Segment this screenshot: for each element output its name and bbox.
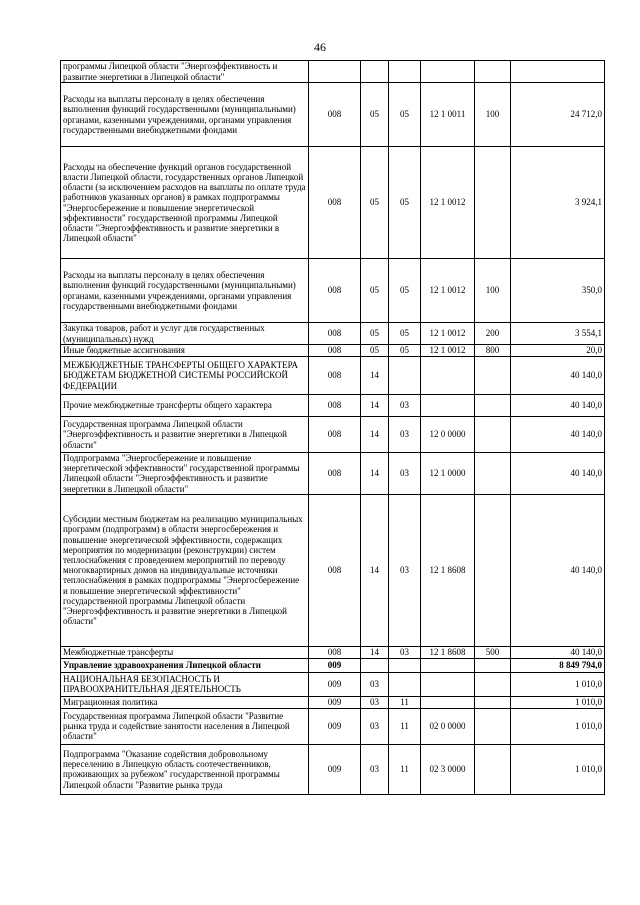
table-row	[61, 708, 605, 744]
amount: 1 010,0	[511, 708, 605, 744]
table-row	[61, 453, 605, 495]
expense-type-code	[475, 61, 511, 83]
subsection-code: 11	[389, 708, 421, 744]
budget-item-name: Подпрограмма "Энергосбережение и повышение энергетической эффективности" государственной программы Липецкой области "Энергоэффективность и развитие энергетики в Липецкой области"	[61, 453, 309, 495]
target-article-code	[421, 658, 475, 672]
table-row	[61, 494, 605, 646]
budget-item-name: программы Липецкой области "Энергоэффективность и развитие энергетики в Липецкой области"	[61, 61, 309, 83]
budget-item-name: Подпрограмма "Оказание содействия добровольному переселению в Липецкую область соотечественников, проживающих за рубежом" государственной программы Липецкой области "Развитие рынка труда	[61, 744, 309, 794]
subsection-code: 05	[389, 259, 421, 323]
expense-type-code	[475, 494, 511, 646]
table-row	[61, 259, 605, 323]
target-article-code: 12 1 0012	[421, 259, 475, 323]
target-article-code	[421, 395, 475, 417]
amount: 40 140,0	[511, 646, 605, 658]
amount: 3 924,1	[511, 147, 605, 259]
amount: 40 140,0	[511, 417, 605, 453]
section-code: 05	[361, 323, 389, 345]
section-code: 05	[361, 83, 389, 147]
amount: 350,0	[511, 259, 605, 323]
target-article-code	[421, 696, 475, 708]
subsection-code: 11	[389, 744, 421, 794]
subsection-code: 03	[389, 395, 421, 417]
ministry-code: 008	[309, 323, 361, 345]
subsection-code: 03	[389, 494, 421, 646]
target-article-code: 12 0 0000	[421, 417, 475, 453]
target-article-code	[421, 61, 475, 83]
target-article-code: 12 1 0012	[421, 345, 475, 357]
ministry-code: 008	[309, 259, 361, 323]
subsection-code: 05	[389, 345, 421, 357]
ministry-code: 008	[309, 453, 361, 495]
budget-item-name: Расходы на выплаты персоналу в целях обеспечения выполнения функций государственными (муниципальными) органами, казенными учреждениями, органами управления государственными внебюджетными фондами	[61, 259, 309, 323]
ministry-code: 009	[309, 696, 361, 708]
budget-table	[60, 60, 605, 795]
ministry-code: 008	[309, 147, 361, 259]
expense-type-code	[475, 147, 511, 259]
ministry-code: 008	[309, 83, 361, 147]
expense-type-code: 100	[475, 259, 511, 323]
expense-type-code	[475, 696, 511, 708]
section-code: 14	[361, 646, 389, 658]
budget-item-name: Иные бюджетные ассигнования	[61, 345, 309, 357]
budget-item-name: Закупка товаров, работ и услуг для государственных (муниципальных) нужд	[61, 323, 309, 345]
ministry-code	[309, 61, 361, 83]
budget-item-name: Государственная программа Липецкой области "Развитие рынка труда и содействие занятости населения в Липецкой области"	[61, 708, 309, 744]
table-row	[61, 672, 605, 696]
ministry-code: 008	[309, 417, 361, 453]
expense-type-code: 200	[475, 323, 511, 345]
expense-type-code: 800	[475, 345, 511, 357]
section-code	[361, 658, 389, 672]
section-code: 14	[361, 395, 389, 417]
subsection-code	[389, 658, 421, 672]
amount	[511, 61, 605, 83]
expense-type-code: 500	[475, 646, 511, 658]
section-code: 03	[361, 696, 389, 708]
budget-item-name: Субсидии местным бюджетам на реализацию муниципальных программ (подпрограмм) в области энергосбережения и повышение энергетической эффективности, содержащих мероприятия по модернизации (реконструкции) систем теплоснабжения с проведением мероприятий по переводу многоквартирных домов на индивидуальные источники теплоснабжения в рамках подпрограммы "Энергосбережение и повышение энергетической эффективности" государственной программы Липецкой области "Энергоэффективность и развитие энергетики в Липецкой области"	[61, 494, 309, 646]
amount: 40 140,0	[511, 395, 605, 417]
table-row	[61, 83, 605, 147]
ministry-code: 008	[309, 646, 361, 658]
section-code	[361, 61, 389, 83]
amount: 1 010,0	[511, 672, 605, 696]
budget-item-name: Миграционная политика	[61, 696, 309, 708]
expense-type-code	[475, 672, 511, 696]
table-row	[61, 417, 605, 453]
section-code: 05	[361, 147, 389, 259]
section-code: 14	[361, 494, 389, 646]
target-article-code: 12 1 0012	[421, 323, 475, 345]
subsection-code: 05	[389, 83, 421, 147]
amount: 20,0	[511, 345, 605, 357]
expense-type-code	[475, 658, 511, 672]
page-number: 46	[314, 40, 326, 54]
budget-item-name: Расходы на обеспечение функций органов государственной власти Липецкой области, государственных органов Липецкой области (за исключением расходов на выплаты по оплате труда работников указанных органов) в рамках подпрограммы "Энергосбережение и повышение энергетической эффективности" государственной программы Липецкой области "Энергоэффективность и развитие энергетики в Липецкой области"	[61, 147, 309, 259]
budget-item-name: МЕЖБЮДЖЕТНЫЕ ТРАНСФЕРТЫ ОБЩЕГО ХАРАКТЕРА БЮДЖЕТАМ БЮДЖЕТНОЙ СИСТЕМЫ РОССИЙСКОЙ ФЕДЕРАЦИИ	[61, 357, 309, 395]
expense-type-code	[475, 417, 511, 453]
expense-type-code: 100	[475, 83, 511, 147]
section-code: 14	[361, 357, 389, 395]
amount: 8 849 794,0	[511, 658, 605, 672]
table-row	[61, 61, 605, 83]
subsection-code: 03	[389, 646, 421, 658]
section-code: 03	[361, 672, 389, 696]
expense-type-code	[475, 708, 511, 744]
table-row	[61, 357, 605, 395]
budget-item-name: Расходы на выплаты персоналу в целях обеспечения выполнения функций государственными (муниципальными) органами, казенными учреждениями, органами управления государственными внебюджетными фондами	[61, 83, 309, 147]
target-article-code: 12 1 8608	[421, 646, 475, 658]
expense-type-code	[475, 453, 511, 495]
target-article-code: 12 1 0012	[421, 147, 475, 259]
amount: 3 554,1	[511, 323, 605, 345]
budget-item-name: Управление здравоохранения Липецкой области	[61, 658, 309, 672]
subsection-code	[389, 61, 421, 83]
table-row	[61, 744, 605, 794]
subsection-code: 11	[389, 696, 421, 708]
table-row	[61, 696, 605, 708]
amount: 1 010,0	[511, 744, 605, 794]
subsection-code	[389, 357, 421, 395]
ministry-code: 009	[309, 658, 361, 672]
budget-item-name: НАЦИОНАЛЬНАЯ БЕЗОПАСНОСТЬ И ПРАВООХРАНИТЕЛЬНАЯ ДЕЯТЕЛЬНОСТЬ	[61, 672, 309, 696]
budget-item-name: Прочие межбюджетные трансферты общего характера	[61, 395, 309, 417]
table-row	[61, 646, 605, 658]
ministry-code: 008	[309, 494, 361, 646]
amount: 40 140,0	[511, 494, 605, 646]
budget-item-name: Межбюджетные трансферты	[61, 646, 309, 658]
ministry-code: 008	[309, 395, 361, 417]
table-row	[61, 658, 605, 672]
subsection-code: 05	[389, 147, 421, 259]
ministry-code: 008	[309, 345, 361, 357]
target-article-code: 02 0 0000	[421, 708, 475, 744]
ministry-code: 008	[309, 357, 361, 395]
subsection-code: 05	[389, 323, 421, 345]
expense-type-code	[475, 357, 511, 395]
target-article-code: 02 3 0000	[421, 744, 475, 794]
subsection-code: 03	[389, 417, 421, 453]
section-code: 05	[361, 259, 389, 323]
section-code: 03	[361, 708, 389, 744]
amount: 1 010,0	[511, 696, 605, 708]
amount: 24 712,0	[511, 83, 605, 147]
amount: 40 140,0	[511, 453, 605, 495]
ministry-code: 009	[309, 672, 361, 696]
section-code: 03	[361, 744, 389, 794]
expense-type-code	[475, 395, 511, 417]
expense-type-code	[475, 744, 511, 794]
ministry-code: 009	[309, 744, 361, 794]
section-code: 05	[361, 345, 389, 357]
target-article-code	[421, 357, 475, 395]
table-row	[61, 147, 605, 259]
ministry-code: 009	[309, 708, 361, 744]
budget-table-body	[61, 61, 605, 795]
table-row	[61, 323, 605, 345]
amount: 40 140,0	[511, 357, 605, 395]
table-row	[61, 395, 605, 417]
subsection-code	[389, 672, 421, 696]
section-code: 14	[361, 417, 389, 453]
target-article-code	[421, 672, 475, 696]
target-article-code: 12 1 0000	[421, 453, 475, 495]
subsection-code: 03	[389, 453, 421, 495]
section-code: 14	[361, 453, 389, 495]
table-row	[61, 345, 605, 357]
target-article-code: 12 1 0011	[421, 83, 475, 147]
target-article-code: 12 1 8608	[421, 494, 475, 646]
budget-item-name: Государственная программа Липецкой области "Энергоэффективность и развитие энергетики в Липецкой области"	[61, 417, 309, 453]
